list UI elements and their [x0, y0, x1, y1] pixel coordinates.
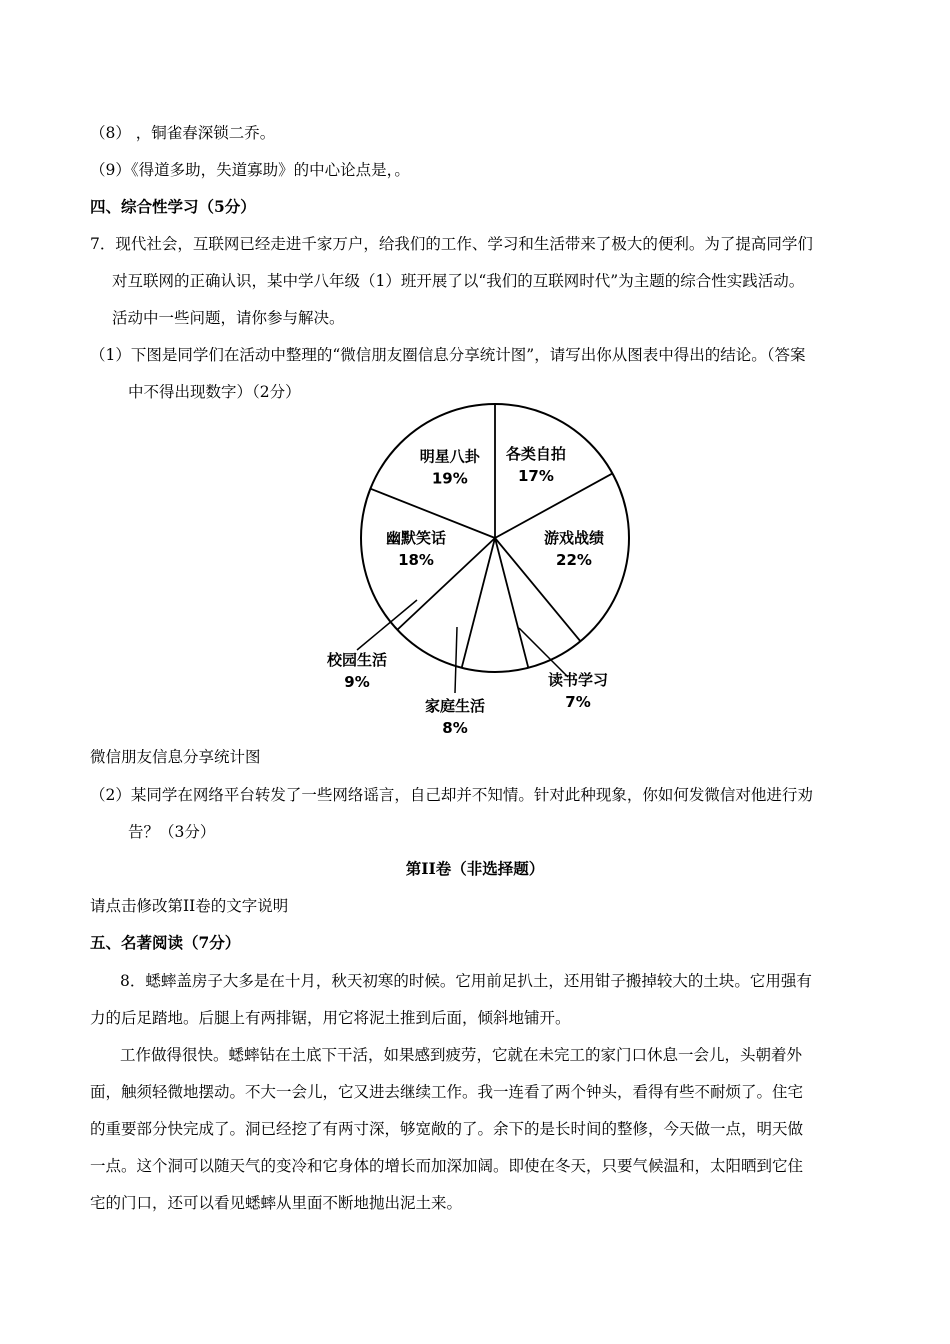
q7-stem-line-2: 对互联网的正确认识，某中学八年级（1）班开展了以“我们的互联网时代”为主题的综合性实践活动。 — [112, 272, 805, 290]
q8-passage-line-7: 宅的门口，还可以看见蟋蟀从里面不断地抛出泥土来。 — [90, 1194, 463, 1212]
pie-slice-label: 读书学习 — [547, 671, 609, 689]
q8-passage-line-3: 工作做得很快。蟋蟀钻在土底下干活，如果感到疲劳，它就在未完工的家门口休息一会儿，头朝着外 — [120, 1046, 803, 1064]
pie-slice-value: 17% — [517, 466, 554, 485]
q8-passage-line-5: 的重要部分快完成了。洞已经挖了有两寸深，够宽敞的了。余下的是长时间的整修，今天做一点，明天做 — [90, 1120, 804, 1138]
pie-chart — [0, 395, 950, 755]
part-2-note: 请点击修改第II卷的文字说明 — [90, 897, 289, 915]
q8-passage-line-4: 面，触须轻微地摆动。不大一会儿，它又进去继续工作。我一连看了两个钟头，看得有些不耐烦了。住宅 — [90, 1083, 804, 1101]
q7-1-line-1: （1）下图是同学们在活动中整理的“微信朋友圈信息分享统计图”，请写出你从图表中得出的结论。（答案 — [90, 346, 806, 364]
section-4-title: 四、综合性学习（5分） — [90, 197, 256, 216]
q8-passage-line-6: 一点。这个洞可以随天气的变冷和它身体的增长而加深加阔。即使在冬天，只要气候温和，太阳晒到它住 — [90, 1157, 804, 1175]
pie-slice-label: 各类自拍 — [505, 444, 566, 463]
pie-slice-label: 幽默笑话 — [386, 529, 447, 548]
pie-slice-label: 游戏战绩 — [543, 529, 604, 548]
q8-passage-line-1: 8．蟋蟀盖房子大多是在十月，秋天初寒的时候。它用前足扒土，还用钳子搬掉较大的土块。它用强有 — [120, 972, 812, 990]
chart-caption: 微信朋友信息分享统计图 — [90, 748, 261, 766]
q7-1-line-2: 中不得出现数字）（2分） — [128, 383, 301, 401]
pie-slice-value: 22% — [556, 551, 592, 570]
q9-line: （9）《得道多助，失道寡助》的中心论点是，。 — [90, 161, 410, 179]
part-2-title: 第II卷（非选择题） — [405, 859, 545, 878]
pie-slice-label: 校园生活 — [326, 651, 388, 669]
pie-slice-label: 家庭生活 — [424, 697, 486, 715]
q7-2-line-1: （2）某同学在网络平台转发了一些网络谣言，自己却并不知情。针对此种现象，你如何发微信对他进行劝 — [90, 786, 813, 804]
pie-slice-value: 19% — [431, 469, 468, 488]
section-5-title: 五、名著阅读（7分） — [90, 933, 241, 952]
pie-slice-value: 9% — [344, 673, 370, 691]
pie-slice-label: 明星八卦 — [419, 447, 480, 466]
pie-slice-value: 7% — [565, 693, 591, 711]
q7-2-line-2: 告？（3分） — [128, 823, 216, 841]
pie-slice-value: 18% — [398, 551, 434, 570]
q7-stem-line-1: 7．现代社会，互联网已经走进千家万户，给我们的工作、学习和生活带来了极大的便利。为了提高同学们 — [90, 235, 813, 253]
q8-passage-line-2: 力的后足踏地。后腿上有两排锯，用它将泥土推到后面，倾斜地铺开。 — [90, 1009, 571, 1027]
q8-line: （8） ，铜雀春深锁二乔。 — [90, 124, 276, 142]
pie-slice-value: 8% — [442, 719, 468, 737]
q7-stem-line-3: 活动中一些问题，请你参与解决。 — [112, 309, 345, 327]
